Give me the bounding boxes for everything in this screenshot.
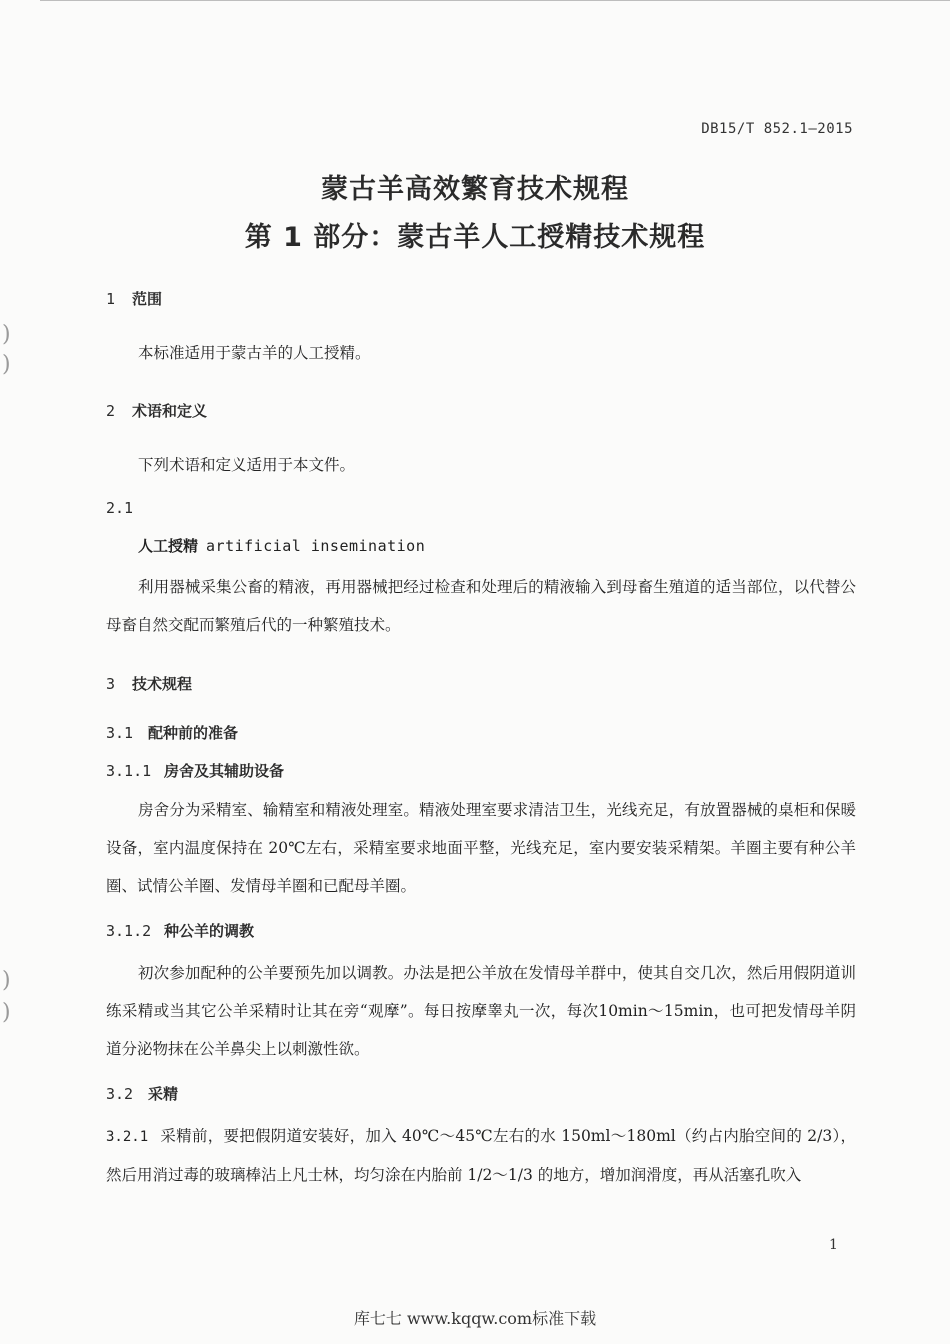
standard-code: DB15/T 852.1—2015 <box>701 121 853 137</box>
page-number: 1 <box>829 1237 838 1253</box>
scan-edge-line <box>40 0 950 1</box>
section-title: 采精 <box>148 1085 179 1103</box>
term-definition: 利用器械采集公畜的精液，再用器械把经过检查和处理后的精液输入到母畜生殖道的适当部位，以代替公母畜自然交配而繁殖后代的一种繁殖技术。 <box>106 578 856 634</box>
section-heading-2-1 <box>106 499 133 517</box>
section-title: 技术规程 <box>132 675 193 693</box>
semen-collection-text <box>106 1117 856 1194</box>
term-english: artificial insemination <box>206 537 426 555</box>
scope-text: 本标准适用于蒙古羊的人工授精。 <box>138 344 371 362</box>
section-number: 3.2.1 <box>106 1129 149 1145</box>
section-number: 3.1.2 <box>106 922 152 940</box>
download-footer: 库七七 www.kqqw.com标准下载 <box>353 1309 597 1328</box>
section-number: 3.1 <box>106 724 134 742</box>
housing-text: 房舍分为采精室、输精室和精液处理室。精液处理室要求清洁卫生，光线充足，有放置器械的桌柜和保暖设备，室内温度保持在 20℃左右，采精室要求地面平整，光线充足，室内要安装采精架。羊圈主要有种公羊圈、试情公羊圈、发情母羊圈和已配母羊圈。 <box>106 801 856 895</box>
section-number: 2.1 <box>106 499 134 517</box>
ram-training-text: 初次参加配种的公羊要预先加以调教。办法是把公羊放在发情母羊群中，使其自交几次，然后用假阴道训练采精或当其它公羊采精时让其在旁“观摩”。每日按摩睾丸一次，每次10min～15min，也可把发情母羊阴道分泌物抹在公羊鼻尖上以刺激性欲。 <box>106 964 856 1058</box>
section-heading-3-2 <box>106 1083 178 1104</box>
term-entry <box>138 535 425 556</box>
term-chinese: 人工授精 <box>138 537 199 555</box>
document-subtitle: 第 1 部分：蒙古羊人工授精技术规程 <box>244 222 706 253</box>
section-heading-3-1 <box>106 722 238 743</box>
document-title: 蒙古羊高效繁育技术规程 <box>321 174 629 205</box>
section-heading-3-1-2 <box>106 920 254 941</box>
section-heading-2 <box>106 400 207 421</box>
margin-mark: ) <box>2 352 11 377</box>
margin-mark: ) <box>2 322 11 347</box>
margin-mark: ) <box>2 968 11 993</box>
section-title: 房舍及其辅助设备 <box>164 762 285 780</box>
section-heading-3-1-1 <box>106 760 284 781</box>
section-title: 种公羊的调教 <box>164 922 255 940</box>
section-number: 3.1.1 <box>106 762 152 780</box>
section-title: 范围 <box>132 290 163 308</box>
section-heading-3 <box>106 673 192 694</box>
terms-intro-text: 下列术语和定义适用于本文件。 <box>138 456 356 474</box>
section-number: 2 <box>106 402 116 420</box>
margin-mark: ) <box>2 1000 11 1025</box>
section-title: 配种前的准备 <box>148 724 239 742</box>
section-number: 3 <box>106 675 116 693</box>
section-title: 术语和定义 <box>132 402 208 420</box>
section-number: 3.2 <box>106 1085 134 1103</box>
section-number: 1 <box>106 290 116 308</box>
paragraph-text: 采精前，要把假阴道安装好，加入 40℃～45℃左右的水 150ml～180ml（约占内胎空间的 2/3），然后用消过毒的玻璃棒沾上凡士林，均匀涂在内胎前 1/2～1/3 的地方，增加润滑度，再从活塞孔吹入 <box>106 1127 856 1184</box>
section-heading-1 <box>106 288 162 309</box>
